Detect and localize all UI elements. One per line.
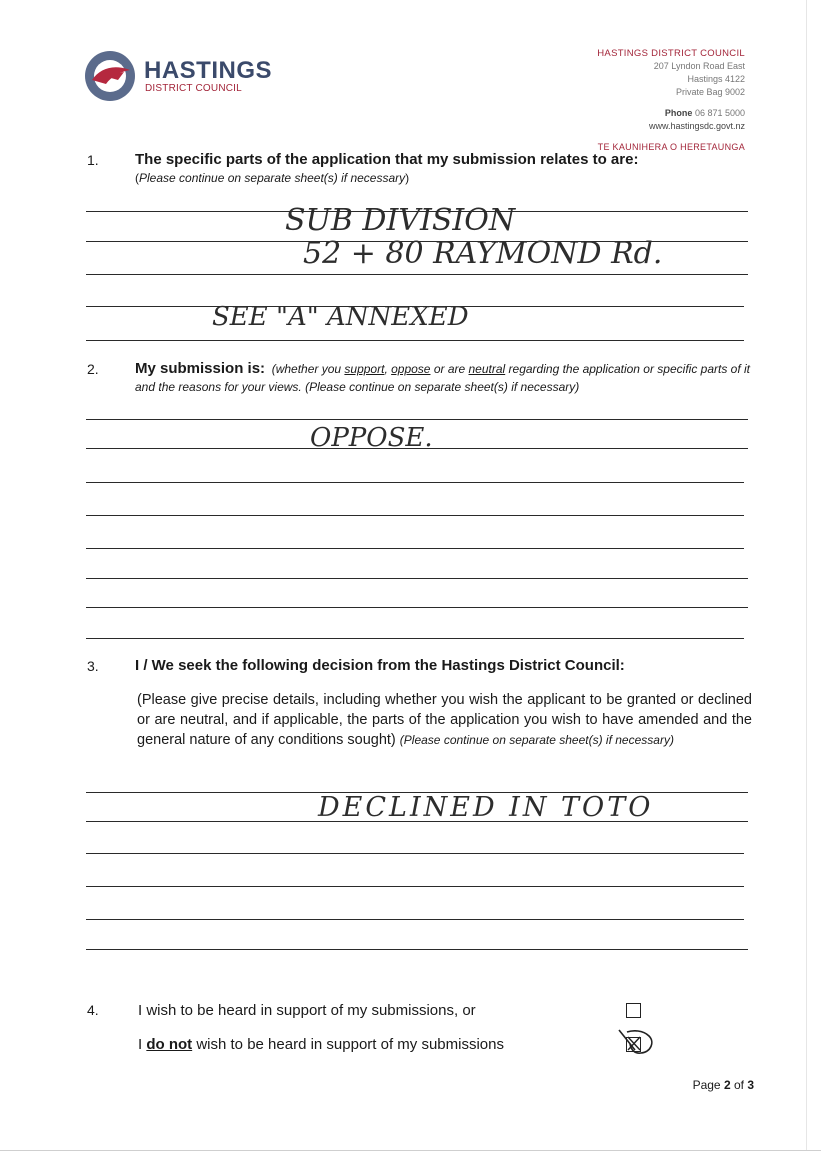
address-line: 207 Lyndon Road East: [653, 61, 745, 71]
question-1-number: 1.: [87, 152, 99, 168]
question-3-number: 3.: [87, 658, 99, 674]
handwritten-answer-1c: SEE "A" ANNEXED: [212, 302, 469, 332]
handwritten-answer-3: DECLINED IN TOTO: [318, 792, 654, 823]
council-logo: [84, 50, 284, 102]
logo-subtitle: DISTRICT COUNCIL: [145, 83, 242, 94]
wish-heard-checkbox[interactable]: [626, 1003, 641, 1018]
option-not-heard-label: I do not wish to be heard in support of my submissions: [138, 1036, 504, 1053]
address-line: Private Bag 9002: [675, 87, 745, 97]
address-block: [597, 47, 745, 154]
phone-row: [597, 107, 745, 120]
answer-line: [86, 482, 744, 483]
scan-edge: [806, 0, 807, 1150]
question-3-instructions: (Please give precise details, including whether you wish the applicant to be granted or declined or are neutral, and if applicable, the parts of the application you wish to have amended and the general nature of any conditions sought) (Please continue on separate sheet(s) if necessary): [137, 692, 752, 748]
page-number: Page 2 of 3: [692, 1078, 754, 1092]
answer-line: [86, 853, 744, 854]
hastings-logo-icon: [84, 50, 136, 102]
question-1-note: (Please continue on separate sheet(s) if necessary): [135, 171, 410, 185]
answer-line: [86, 949, 748, 950]
question-2-title: My submission is: (whether you support, oppose or are neutral regarding the application or specific parts of it and the reasons for your views. (Please continue on separate sheet(s) if necessary): [135, 360, 751, 394]
answer-line: [86, 919, 744, 920]
question-4-number: 4.: [87, 1002, 99, 1018]
answer-line: [86, 886, 744, 887]
phone-label: Phone: [664, 108, 693, 118]
answer-line: [86, 578, 748, 579]
answer-line: [86, 607, 748, 608]
handwritten-check-mark-icon: [615, 1026, 659, 1058]
scan-edge: [0, 1150, 821, 1151]
website-link[interactable]: www.hastingsdc.govt.nz: [648, 121, 745, 131]
option-wish-heard-label: I wish to be heard in support of my submissions, or: [138, 1002, 476, 1019]
handwritten-answer-1b: 52 + 80 RAYMOND Rd.: [303, 236, 663, 271]
maori-name: TE KAUNIHERA O HERETAUNGA: [597, 142, 745, 152]
question-3-title: I / We seek the following decision from the Hastings District Council:: [135, 657, 625, 674]
phone-number: 06 871 5000: [694, 108, 745, 118]
answer-line: [86, 548, 744, 549]
address-line: Hastings 4122: [687, 74, 745, 84]
logo-wordmark: HASTINGS: [144, 57, 273, 84]
answer-line: [86, 419, 748, 420]
answer-line: [86, 638, 744, 639]
answer-line: [86, 515, 744, 516]
address-org: HASTINGS DISTRICT COUNCIL: [597, 48, 745, 59]
question-2-number: 2.: [87, 361, 99, 377]
handwritten-answer-1a: SUB DIVISION: [285, 203, 516, 238]
question-1-title: The specific parts of the application that my submission relates to are:: [135, 151, 639, 168]
handwritten-answer-2: OPPOSE.: [310, 423, 433, 453]
answer-line: [86, 274, 748, 275]
answer-line: [86, 340, 744, 341]
